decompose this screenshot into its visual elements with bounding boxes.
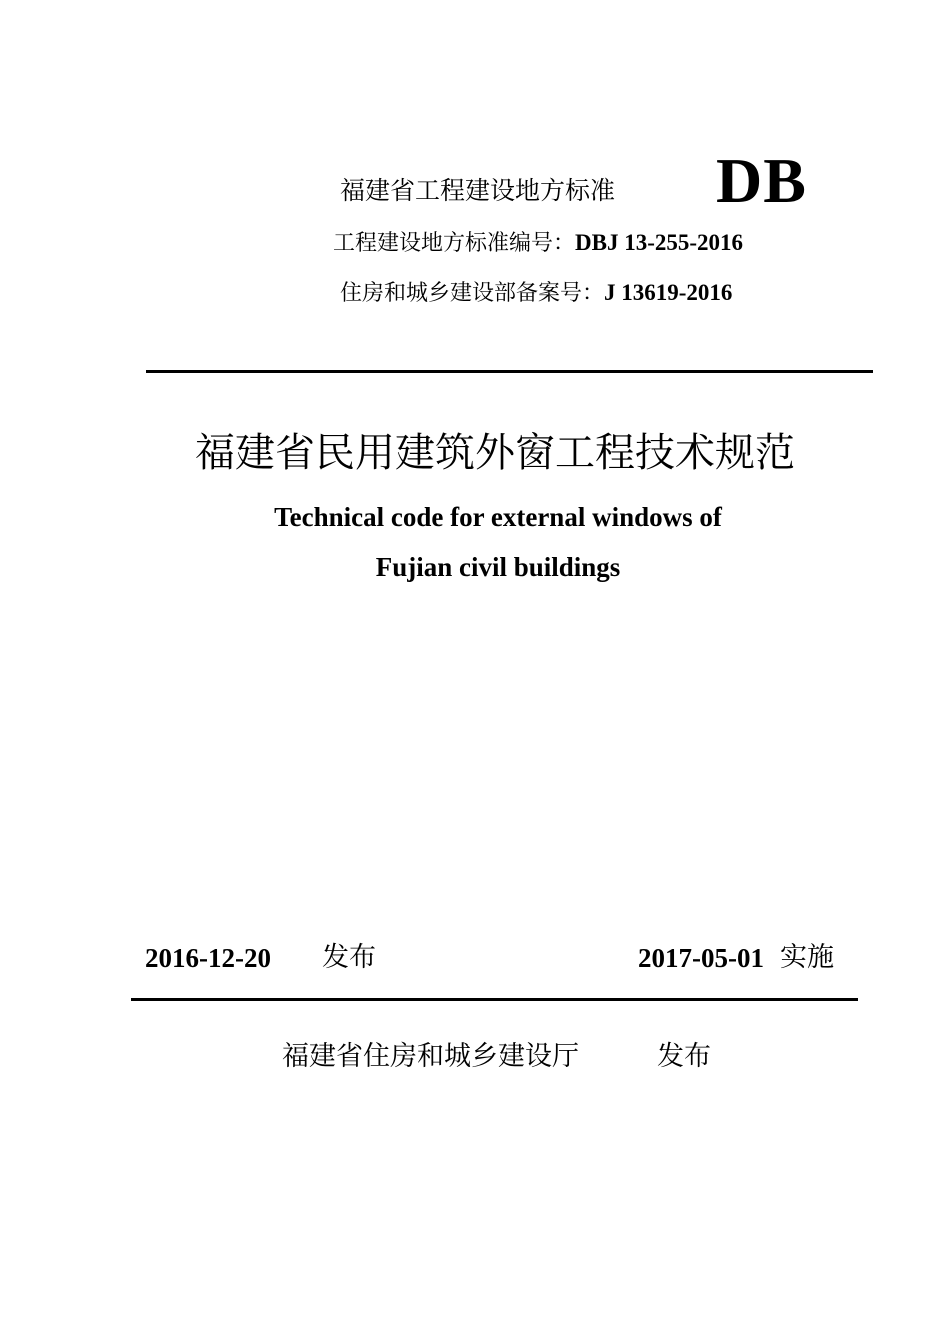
effective-date: 2017-05-01 [638,943,764,973]
standard-type: 福建省工程建设地方标准 [340,176,616,205]
issue-date: 2016-12-20 [145,943,271,973]
title-english-line2: Fujian civil buildings [375,552,621,582]
standard-number: DBJ 13-255-2016 [575,230,744,255]
title-chinese: 福建省民用建筑外窗工程技术规范 [195,430,795,476]
issue-label: 发布 [322,942,376,973]
filing-number: J 13619-2016 [604,280,733,305]
standard-number-line [333,228,743,259]
filing-number-line [340,278,732,309]
publisher-label: 发布 [657,1041,711,1072]
effective-label: 实施 [780,942,834,973]
publisher-name: 福建省住房和城乡建设厅 [282,1041,579,1072]
title-english-line1: Technical code for external windows of [274,502,722,532]
top-divider [146,370,873,373]
filing-number-label: 住房和城乡建设部备案号： [340,281,605,306]
bottom-divider [131,998,858,1001]
standard-number-label: 工程建设地方标准编号： [333,231,576,256]
db-mark: DB [716,145,807,216]
